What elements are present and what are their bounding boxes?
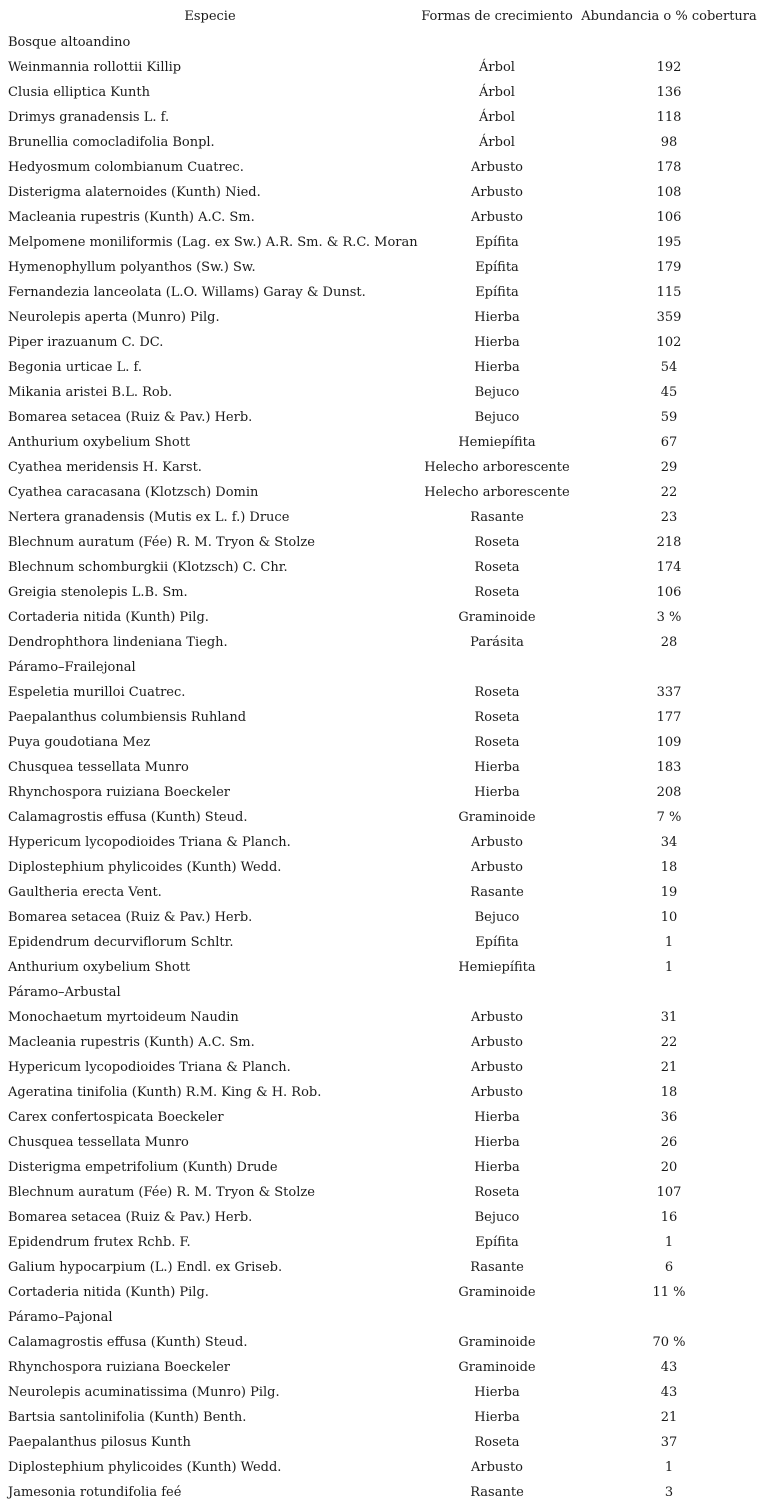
abundance-cell: 22 (660, 1035, 678, 1050)
species-cell: Macleania rupestris (Kunth) A.C. Sm. (8, 1035, 255, 1050)
species-cell: Cyathea caracasana (Klotzsch) Domin (8, 485, 259, 500)
species-cell: Espeletia murilloi Cuatrec. (8, 685, 186, 700)
growth-form-cell: Graminoide (458, 610, 536, 625)
table-row (0, 255, 767, 280)
abundance-cell: 192 (656, 60, 682, 75)
table-row (0, 1080, 767, 1105)
growth-form-cell: Helecho arborescente (424, 485, 570, 500)
growth-form-cell: Bejuco (474, 1210, 520, 1225)
growth-form-cell: Graminoide (458, 810, 536, 825)
species-cell: Neurolepis aperta (Munro) Pilg. (8, 310, 220, 325)
section-header (0, 1305, 767, 1330)
species-cell: Diplostephium phylicoides (Kunth) Wedd. (8, 1460, 282, 1475)
abundance-cell: 178 (656, 160, 682, 175)
growth-form-cell: Roseta (474, 560, 520, 575)
species-cell: Rhynchospora ruiziana Boeckeler (8, 785, 231, 800)
table-row (0, 1105, 767, 1130)
abundance-cell: 70 % (652, 1335, 686, 1350)
table-row (0, 1155, 767, 1180)
abundance-cell: 195 (656, 235, 682, 250)
table-row (0, 505, 767, 530)
abundance-cell: 115 (656, 285, 682, 300)
growth-form-cell: Arbusto (470, 210, 524, 225)
table-row (0, 180, 767, 205)
table-row (0, 1255, 767, 1280)
table-row (0, 1205, 767, 1230)
species-cell: Bomarea setacea (Ruiz & Pav.) Herb. (8, 410, 253, 425)
growth-form-cell: Hierba (474, 360, 520, 375)
table-row (0, 205, 767, 230)
abundance-cell: 18 (660, 1085, 678, 1100)
species-cell: Dendrophthora lindeniana Tiegh. (8, 635, 228, 650)
species-cell: Weinmannia rollottii Killip (8, 60, 182, 75)
table-row (0, 1355, 767, 1380)
growth-form-cell: Hierba (474, 1135, 520, 1150)
abundance-cell: 3 % (656, 610, 682, 625)
growth-form-cell: Graminoide (458, 1335, 536, 1350)
abundance-cell: 21 (660, 1060, 678, 1075)
growth-form-cell: Roseta (474, 1185, 520, 1200)
species-cell: Disterigma empetrifolium (Kunth) Drude (8, 1160, 278, 1175)
species-cell: Puya goudotiana Mez (8, 735, 151, 750)
growth-form-cell: Arbusto (470, 860, 524, 875)
growth-form-cell: Hierba (474, 310, 520, 325)
abundance-cell: 7 % (656, 810, 682, 825)
species-cell: Fernandezia lanceolata (L.O. Willams) Garay & Dunst. (8, 285, 366, 300)
abundance-cell: 21 (660, 1410, 678, 1425)
abundance-cell: 36 (660, 1110, 678, 1125)
table-row (0, 1230, 767, 1255)
growth-form-cell: Árbol (479, 110, 515, 125)
table-row (0, 955, 767, 980)
abundance-cell: 177 (656, 710, 682, 725)
table-row (0, 480, 767, 505)
abundance-cell: 54 (660, 360, 678, 375)
growth-form-cell: Rasante (470, 1485, 524, 1500)
table-row (0, 805, 767, 830)
growth-form-cell: Árbol (479, 85, 515, 100)
table-row (0, 880, 767, 905)
abundance-cell: 1 (664, 1235, 674, 1250)
species-cell: Anthurium oxybelium Shott (8, 960, 191, 975)
abundance-cell: 218 (656, 535, 682, 550)
growth-form-cell: Hierba (474, 1110, 520, 1125)
species-cell: Brunellia comocladifolia Bonpl. (8, 135, 215, 150)
species-cell: Paepalanthus columbiensis Ruhland (8, 710, 247, 725)
growth-form-cell: Epífita (475, 260, 519, 275)
growth-form-cell: Rasante (470, 1260, 524, 1275)
abundance-cell: 43 (660, 1360, 678, 1375)
growth-form-cell: Árbol (479, 135, 515, 150)
species-cell: Jamesonia rotundifolia feé (8, 1485, 182, 1500)
table-row (0, 555, 767, 580)
species-cell: Cortaderia nitida (Kunth) Pilg. (8, 610, 209, 625)
growth-form-cell: Graminoide (458, 1360, 536, 1375)
table-row (0, 55, 767, 80)
section-header (0, 30, 767, 55)
species-cell: Chusquea tessellata Munro (8, 1135, 189, 1150)
species-cell: Chusquea tessellata Munro (8, 760, 189, 775)
species-cell: Ageratina tinifolia (Kunth) R.M. King & H. Rob. (8, 1085, 322, 1100)
abundance-cell: 45 (660, 385, 678, 400)
growth-form-cell: Arbusto (470, 185, 524, 200)
species-cell: Piper irazuanum C. DC. (8, 335, 164, 350)
species-cell: Blechnum auratum (Fée) R. M. Tryon & Stolze (8, 535, 315, 550)
table-row (0, 405, 767, 430)
abundance-cell: 337 (656, 685, 682, 700)
table-row (0, 1405, 767, 1430)
table-row (0, 455, 767, 480)
table-row (0, 305, 767, 330)
species-cell: Mikania aristei B.L. Rob. (8, 385, 173, 400)
growth-form-cell: Rasante (470, 885, 524, 900)
species-cell: Clusia elliptica Kunth (8, 85, 150, 100)
species-cell: Bomarea setacea (Ruiz & Pav.) Herb. (8, 1210, 253, 1225)
abundance-cell: 18 (660, 860, 678, 875)
growth-form-cell: Arbusto (470, 1060, 524, 1075)
abundance-cell: 3 (664, 1485, 674, 1500)
abundance-cell: 98 (660, 135, 678, 150)
table-row (0, 1380, 767, 1405)
table-row (0, 380, 767, 405)
growth-form-cell: Hierba (474, 760, 520, 775)
growth-form-cell: Hierba (474, 785, 520, 800)
species-cell: Melpomene moniliformis (Lag. ex Sw.) A.R. Sm. & R.C. Moran (8, 235, 418, 250)
table-row (0, 1430, 767, 1455)
species-cell: Gaultheria erecta Vent. (8, 885, 162, 900)
header-species: Especie (184, 9, 236, 24)
growth-form-cell: Roseta (474, 735, 520, 750)
species-cell: Galium hypocarpium (L.) Endl. ex Griseb. (8, 1260, 283, 1275)
table-row (0, 430, 767, 455)
abundance-cell: 136 (656, 85, 682, 100)
growth-form-cell: Árbol (479, 60, 515, 75)
growth-form-cell: Arbusto (470, 1035, 524, 1050)
growth-form-cell: Epífita (475, 1235, 519, 1250)
species-cell: Epidendrum decurviflorum Schltr. (8, 935, 234, 950)
growth-form-cell: Epífita (475, 935, 519, 950)
abundance-cell: 26 (660, 1135, 678, 1150)
abundance-cell: 22 (660, 485, 678, 500)
abundance-cell: 359 (656, 310, 682, 325)
abundance-cell: 16 (660, 1210, 678, 1225)
growth-form-cell: Roseta (474, 1435, 520, 1450)
species-cell: Neurolepis acuminatissima (Munro) Pilg. (8, 1385, 280, 1400)
growth-form-cell: Epífita (475, 285, 519, 300)
species-cell: Nertera granadensis (Mutis ex L. f.) Druce (8, 510, 290, 525)
section-title: Páramo–Frailejonal (8, 660, 136, 675)
abundance-cell: 31 (660, 1010, 678, 1025)
growth-form-cell: Roseta (474, 710, 520, 725)
table-body (0, 30, 767, 1505)
growth-form-cell: Arbusto (470, 160, 524, 175)
table-row (0, 1480, 767, 1505)
abundance-cell: 43 (660, 1385, 678, 1400)
species-cell: Macleania rupestris (Kunth) A.C. Sm. (8, 210, 255, 225)
table-row (0, 680, 767, 705)
species-cell: Blechnum auratum (Fée) R. M. Tryon & Stolze (8, 1185, 315, 1200)
abundance-cell: 19 (660, 885, 678, 900)
table-row (0, 630, 767, 655)
species-cell: Hypericum lycopodioides Triana & Planch. (8, 835, 291, 850)
species-cell: Calamagrostis effusa (Kunth) Steud. (8, 810, 248, 825)
abundance-cell: 106 (656, 585, 682, 600)
section-title: Bosque altoandino (8, 35, 131, 50)
table-row (0, 1130, 767, 1155)
species-cell: Paepalanthus pilosus Kunth (8, 1435, 191, 1450)
abundance-cell: 34 (660, 835, 678, 850)
growth-form-cell: Hierba (474, 335, 520, 350)
section-header (0, 655, 767, 680)
growth-form-cell: Rasante (470, 510, 524, 525)
table-row (0, 605, 767, 630)
table-row (0, 280, 767, 305)
abundance-cell: 102 (656, 335, 682, 350)
growth-form-cell: Arbusto (470, 835, 524, 850)
abundance-cell: 6 (664, 1260, 674, 1275)
table-row (0, 730, 767, 755)
species-cell: Bomarea setacea (Ruiz & Pav.) Herb. (8, 910, 253, 925)
growth-form-cell: Hierba (474, 1385, 520, 1400)
growth-form-cell: Hemiepífita (458, 435, 536, 450)
table-row (0, 905, 767, 930)
species-cell: Cyathea meridensis H. Karst. (8, 460, 202, 475)
abundance-cell: 20 (660, 1160, 678, 1175)
species-cell: Hymenophyllum polyanthos (Sw.) Sw. (8, 260, 256, 275)
species-cell: Epidendrum frutex Rchb. F. (8, 1235, 191, 1250)
species-cell: Monochaetum myrtoideum Naudin (8, 1010, 239, 1025)
table-header (0, 0, 767, 30)
growth-form-cell: Roseta (474, 535, 520, 550)
table-row (0, 130, 767, 155)
growth-form-cell: Graminoide (458, 1285, 536, 1300)
abundance-cell: 106 (656, 210, 682, 225)
species-cell: Calamagrostis effusa (Kunth) Steud. (8, 1335, 248, 1350)
abundance-cell: 29 (660, 460, 678, 475)
abundance-cell: 208 (656, 785, 682, 800)
abundance-cell: 11 % (652, 1285, 686, 1300)
growth-form-cell: Arbusto (470, 1460, 524, 1475)
growth-form-cell: Bejuco (474, 410, 520, 425)
growth-form-cell: Hemiepífita (458, 960, 536, 975)
abundance-cell: 118 (656, 110, 682, 125)
abundance-cell: 10 (660, 910, 678, 925)
table-row (0, 930, 767, 955)
growth-form-cell: Helecho arborescente (424, 460, 570, 475)
abundance-cell: 109 (656, 735, 682, 750)
species-cell: Greigia stenolepis L.B. Sm. (8, 585, 188, 600)
table-row (0, 1030, 767, 1055)
table-row (0, 105, 767, 130)
growth-form-cell: Hierba (474, 1410, 520, 1425)
species-cell: Hedyosmum colombianum Cuatrec. (8, 160, 244, 175)
table-row (0, 80, 767, 105)
table-row (0, 580, 767, 605)
abundance-cell: 37 (660, 1435, 678, 1450)
abundance-cell: 59 (660, 410, 678, 425)
table-row (0, 355, 767, 380)
table-row (0, 830, 767, 855)
species-cell: Diplostephium phylicoides (Kunth) Wedd. (8, 860, 282, 875)
header-abundance: Abundancia o % cobertura (581, 9, 757, 24)
table-row (0, 155, 767, 180)
species-cell: Anthurium oxybelium Shott (8, 435, 191, 450)
species-cell: Cortaderia nitida (Kunth) Pilg. (8, 1285, 209, 1300)
abundance-cell: 23 (660, 510, 678, 525)
abundance-cell: 28 (660, 635, 678, 650)
table-row (0, 330, 767, 355)
abundance-cell: 67 (660, 435, 678, 450)
abundance-cell: 1 (664, 960, 674, 975)
section-title: Páramo–Arbustal (8, 985, 121, 1000)
species-cell: Rhynchospora ruiziana Boeckeler (8, 1360, 231, 1375)
species-cell: Bartsia santolinifolia (Kunth) Benth. (8, 1410, 247, 1425)
table-row (0, 1455, 767, 1480)
growth-form-cell: Bejuco (474, 910, 520, 925)
growth-form-cell: Roseta (474, 585, 520, 600)
abundance-cell: 107 (656, 1185, 682, 1200)
growth-form-cell: Roseta (474, 685, 520, 700)
growth-form-cell: Arbusto (470, 1010, 524, 1025)
growth-form-cell: Parásita (470, 635, 524, 650)
species-cell: Begonia urticae L. f. (8, 360, 143, 375)
species-cell: Carex confertospicata Boeckeler (8, 1110, 224, 1125)
abundance-cell: 108 (656, 185, 682, 200)
abundance-cell: 174 (656, 560, 682, 575)
abundance-cell: 179 (656, 260, 682, 275)
growth-form-cell: Epífita (475, 235, 519, 250)
species-cell: Blechnum schomburgkii (Klotzsch) C. Chr. (8, 560, 288, 575)
table-row (0, 755, 767, 780)
section-title: Páramo–Pajonal (8, 1310, 113, 1325)
growth-form-cell: Hierba (474, 1160, 520, 1175)
header-growth-form: Formas de crecimiento (421, 9, 573, 24)
table-row (0, 1055, 767, 1080)
table-row (0, 230, 767, 255)
growth-form-cell: Arbusto (470, 1085, 524, 1100)
species-cell: Drimys granadensis L. f. (8, 110, 170, 125)
table-row (0, 1330, 767, 1355)
growth-form-cell: Bejuco (474, 385, 520, 400)
species-cell: Disterigma alaternoides (Kunth) Nied. (8, 185, 261, 200)
species-cell: Hypericum lycopodioides Triana & Planch. (8, 1060, 291, 1075)
table-row (0, 780, 767, 805)
table-row (0, 1180, 767, 1205)
table-row (0, 855, 767, 880)
table-row (0, 1005, 767, 1030)
table-row (0, 1280, 767, 1305)
table-row (0, 530, 767, 555)
abundance-cell: 1 (664, 935, 674, 950)
section-header (0, 980, 767, 1005)
abundance-cell: 1 (664, 1460, 674, 1475)
table-row (0, 705, 767, 730)
abundance-cell: 183 (656, 760, 682, 775)
